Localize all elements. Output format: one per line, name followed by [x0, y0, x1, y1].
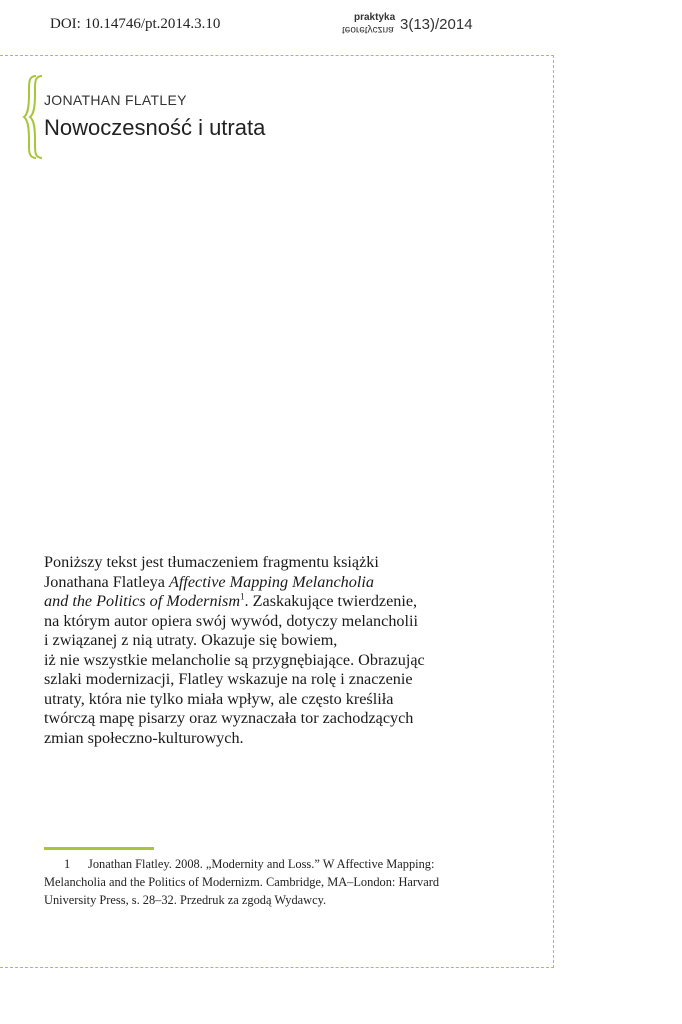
abstract-line: iż nie wszystkie melancholie są przygnębiające. Obrazując: [44, 650, 425, 669]
book-title-part: and the Politics of Modernism: [44, 592, 241, 610]
abstract-line: i związanej z nią utraty. Okazuje się bowiem,: [44, 631, 338, 649]
abstract-line: szlaki modernizacji, Flatley wskazuje na rolę i znaczenie: [44, 670, 413, 688]
book-title-part: Affective Mapping Melancholia: [168, 572, 374, 591]
abstract-line: Poniższy tekst jest tłumaczeniem fragmentu książki: [44, 553, 379, 571]
footnote-number: 1: [64, 857, 71, 871]
abstract: [44, 553, 514, 748]
footnote: [44, 855, 504, 909]
article-title: Nowoczesność i utrata: [44, 115, 266, 140]
footnote-line: [44, 855, 504, 873]
journal-name-top: praktyka: [354, 12, 396, 23]
abstract-line: [44, 592, 514, 612]
page-frame: [0, 55, 554, 968]
journal-logo: [340, 12, 475, 42]
footnote-marker: 1: [240, 591, 245, 602]
footnote-text: Jonathan Flatley. 2008. „Modernity and Loss.” W Affective Mapping:: [88, 857, 435, 871]
abstract-text: . Zaskakujące twierdzenie,: [244, 592, 418, 610]
abstract-line: twórczą mapę pisarzy oraz wyznaczała tor zachodzących: [44, 709, 414, 727]
doi-identifier: DOI: 10.14746/pt.2014.3.10: [50, 16, 221, 32]
journal-name-bottom: teoretyczna: [342, 24, 394, 35]
issue-number: 3(13)/2014: [400, 16, 473, 33]
abstract-line: zmian społeczno-kulturowych.: [44, 728, 244, 747]
abstract-text: Jonathana Flatleya: [44, 572, 169, 591]
author-name: JONATHAN FLATLEY: [44, 92, 187, 108]
footnote-rule: [44, 847, 154, 850]
footnote-line: University Press, s. 28–32. Przedruk za zgodą Wydawcy.: [44, 893, 327, 907]
abstract-line: na którym autor opiera swój wywód, dotyczy melancholii: [44, 611, 419, 630]
footnote-line: Melancholia and the Politics of Modernizm. Cambridge, MA–London: Harvard: [44, 875, 440, 889]
curly-brace-icon: [22, 74, 44, 160]
abstract-line: utraty, która nie tylko miała wpływ, ale często kreśliła: [44, 689, 394, 708]
abstract-line: [44, 573, 514, 593]
